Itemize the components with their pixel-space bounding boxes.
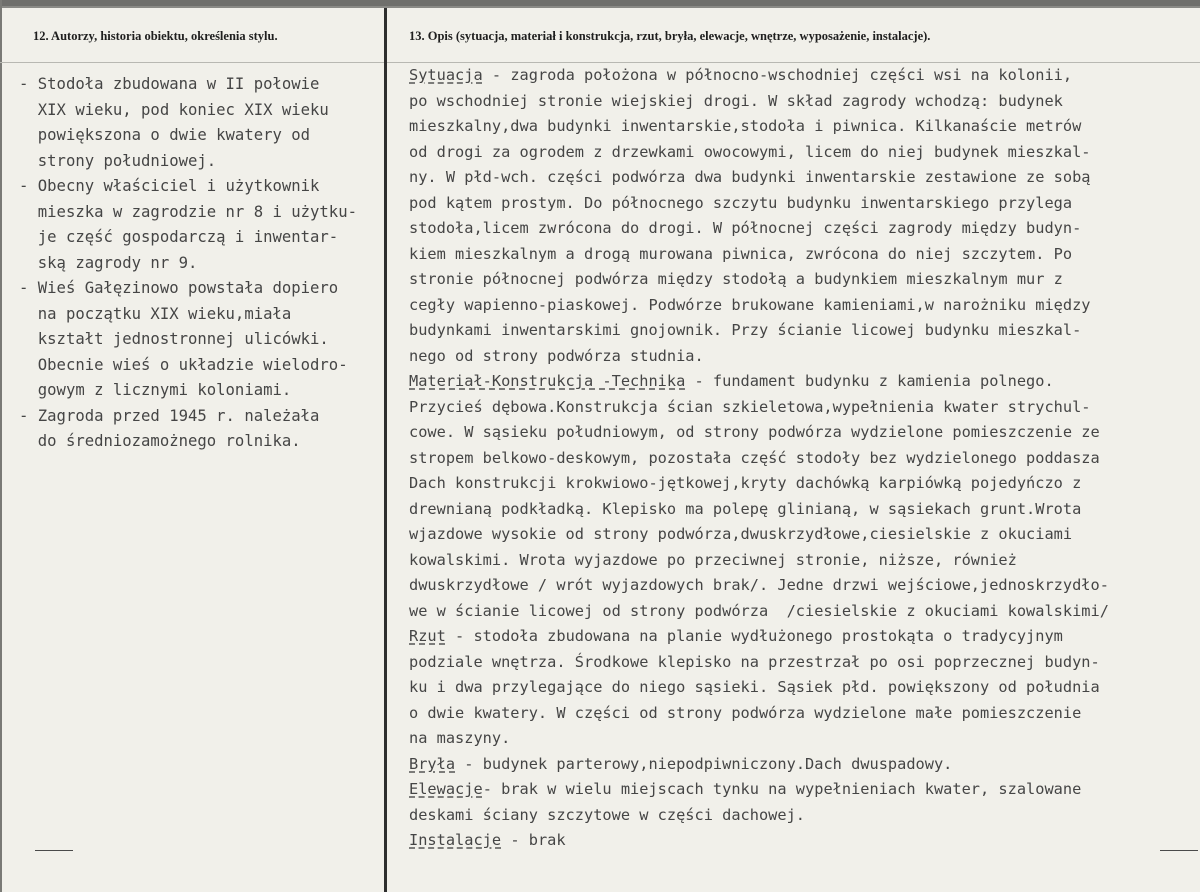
right-text-line <box>409 216 1109 242</box>
line-text: deskami ściany szczytowe w części dachowej. <box>409 805 806 824</box>
right-text-line <box>409 344 1109 370</box>
left-text-line: strony południowej. <box>19 151 217 170</box>
line-text: stodoła,licem zwrócona do drogi. W północnej części zagrody między budyn- <box>409 219 1082 237</box>
bottom-left-dash <box>35 850 73 851</box>
line-text: ku i dwa przylegające do niego sąsieki. Sąsiek płd. powiększony od południa <box>409 678 1100 696</box>
right-text-line <box>409 803 1109 829</box>
left-text-line: - Wieś Gałęzinowo powstała dopiero <box>19 279 339 297</box>
line-text: - fundament budynku z kamienia polnego. <box>685 372 1054 390</box>
line-text: budynkami inwentarskimi gnojownik. Przy ścianie licowej budynku mieszkal- <box>409 321 1082 339</box>
line-text: mieszkalny,dwa budynki inwentarskie,stodoła i piwnica. Kilkanaście metrów <box>409 117 1082 135</box>
left-text-line: je część gospodarczą i inwentar- <box>19 228 339 246</box>
right-text-line <box>409 548 1109 574</box>
line-text: drewnianą podkładką. Klepisko ma polepę glinianą, w sąsiekach grunt.Wrota <box>409 499 1082 518</box>
line-text: - stodoła zbudowana na planie wydłużonego prostokąta o tradycyjnym <box>445 627 1063 645</box>
left-column-header: 12. Autorzy, historia obiektu, określenia stylu. <box>33 29 278 43</box>
right-text-line <box>409 599 1109 625</box>
line-text: - budynek parterowy,niepodpiwniczony.Dach dwuspadowy. <box>455 754 953 773</box>
section-heading: Rzut <box>409 627 446 645</box>
left-text-line: do średniozamożnego rolnika. <box>19 432 301 450</box>
left-text-line: Obecnie wieś o układzie wielodro- <box>19 355 348 374</box>
line-text: cegły wapienno-piaskowej. Podwórze brukowane kamieniami,w narożniku między <box>409 295 1091 314</box>
left-text-line: kształt jednostronnej ulicówki. <box>19 330 329 348</box>
right-text-line <box>409 267 1109 293</box>
left-text-line: gowym z licznymi koloniami. <box>19 381 292 399</box>
line-text: kiem mieszkalnym a drogą murowana piwnica, zwrócona do niej szczytem. Po <box>409 244 1073 263</box>
right-text-line <box>409 573 1109 599</box>
right-text-line <box>409 420 1109 446</box>
line-text: kowalskimi. Wrota wyjazdowe po przeciwnej stronie, niższe, również <box>409 550 1017 569</box>
right-text-line <box>409 293 1109 319</box>
line-text: stropem belkowo-deskowym, pozostała część stodoły bez wydzielonego poddasza <box>409 448 1100 467</box>
right-text-line <box>409 522 1109 548</box>
right-column-header: 13. Opis (sytuacja, materiał i konstrukcja, rzut, bryła, elewacje, wnętrze, wyposażenie, instalacje). <box>409 29 931 43</box>
left-text-line: mieszka w zagrodzie nr 8 i użytku- <box>19 202 357 221</box>
right-text-line <box>409 63 1109 89</box>
left-text-line: ską zagrody nr 9. <box>19 253 198 272</box>
section-heading: Elewacje <box>409 780 483 798</box>
right-text-line <box>409 752 1109 778</box>
line-text: we w ścianie licowej od strony podwórza /ciesielskie z okuciami kowalskimi/ <box>409 601 1109 620</box>
section-heading: Instalacje <box>409 831 502 849</box>
right-text-line <box>409 701 1109 727</box>
section-heading: Sytuacja <box>409 66 483 84</box>
right-text-line <box>409 650 1109 676</box>
right-text-line <box>409 165 1109 191</box>
right-text-line <box>409 114 1109 140</box>
right-text-line <box>409 395 1109 421</box>
right-text-line <box>409 242 1109 268</box>
left-text-line: XIX wieku, pod koniec XIX wieku <box>19 100 329 119</box>
line-text: - brak w wielu miejscach tynku na wypełnieniach kwater, szalowane <box>482 780 1082 798</box>
left-text-line: - Obecny właściciel i użytkownik <box>19 177 320 195</box>
line-text: podziale wnętrza. Środkowe klepisko na przestrzał po osi poprzecznej budyn- <box>409 652 1100 671</box>
right-text-line <box>409 675 1109 701</box>
line-text: - brak <box>501 831 566 849</box>
line-text: o dwie kwatery. W części od strony podwórza wydzielone małe pomieszczenie <box>409 703 1082 722</box>
right-text-line <box>409 140 1109 166</box>
right-text-line <box>409 726 1109 752</box>
line-text: wjazdowe wysokie od strony podwórza,dwuskrzydłowe,ciesielskie z okuciami <box>409 525 1073 543</box>
right-text-line <box>409 624 1109 650</box>
right-text-line <box>409 777 1109 803</box>
line-text: pod kątem prostym. Do północnego szczytu budynku inwentarskiego przylega <box>409 193 1073 212</box>
line-text: od drogi za ogrodem z drzewkami owocowymi, licem do niej budynek mieszkal- <box>409 142 1091 161</box>
right-text-line <box>409 446 1109 472</box>
line-text: na maszyny. <box>409 729 511 747</box>
line-text: cowe. W sąsieku południowym, od strony podwórza wydzielone pomieszczenie ze <box>409 423 1100 441</box>
line-text: dwuskrzydłowe / wrót wyjazdowych brak/. Jedne drzwi wejściowe,jednoskrzydło- <box>409 576 1109 594</box>
right-text-line <box>409 318 1109 344</box>
line-text: Dach konstrukcji krokwiowo-jętkowej,kryty dachówką karpiówką pojedyńczo z <box>409 474 1082 492</box>
line-text: ny. W płd-wch. części podwórza dwa budynki inwentarskie zestawione ze sobą <box>409 168 1091 186</box>
right-text-line <box>409 828 1109 854</box>
page-top-edge <box>0 0 1200 8</box>
left-text-line: - Zagroda przed 1945 r. należała <box>19 406 320 425</box>
right-text-line <box>409 497 1109 523</box>
column-divider <box>384 8 387 892</box>
section-heading: Materiał-Konstrukcja -Technika <box>409 372 686 390</box>
right-text-line <box>409 89 1109 115</box>
section-heading: Bryła <box>409 754 456 773</box>
right-text-line <box>409 369 1109 395</box>
left-text-line: powiększona o dwie kwatery od <box>19 126 311 144</box>
bottom-right-dash <box>1160 850 1198 851</box>
line-text: po wschodniej stronie wiejskiej drogi. W skład zagrody wchodzą: budynek <box>409 91 1063 110</box>
left-text-line: - Stodoła zbudowana w II połowie <box>19 75 320 93</box>
left-column-text <box>19 72 357 455</box>
left-text-line: na początku XIX wieku,miała <box>19 304 292 323</box>
right-text-line <box>409 191 1109 217</box>
right-column-text <box>409 63 1109 854</box>
line-text: stronie północnej podwórza między stodołą a budynkiem mieszkalnym mur z <box>409 270 1063 288</box>
line-text: nego od strony podwórza studnia. <box>409 346 704 365</box>
page-left-edge <box>0 0 2 892</box>
right-text-line <box>409 471 1109 497</box>
line-text: - zagroda położona w północno-wschodniej części wsi na kolonii, <box>482 66 1073 84</box>
line-text: Przycieś dębowa.Konstrukcja ścian szkieletowa,wypełnienia kwater strychul- <box>409 397 1091 416</box>
